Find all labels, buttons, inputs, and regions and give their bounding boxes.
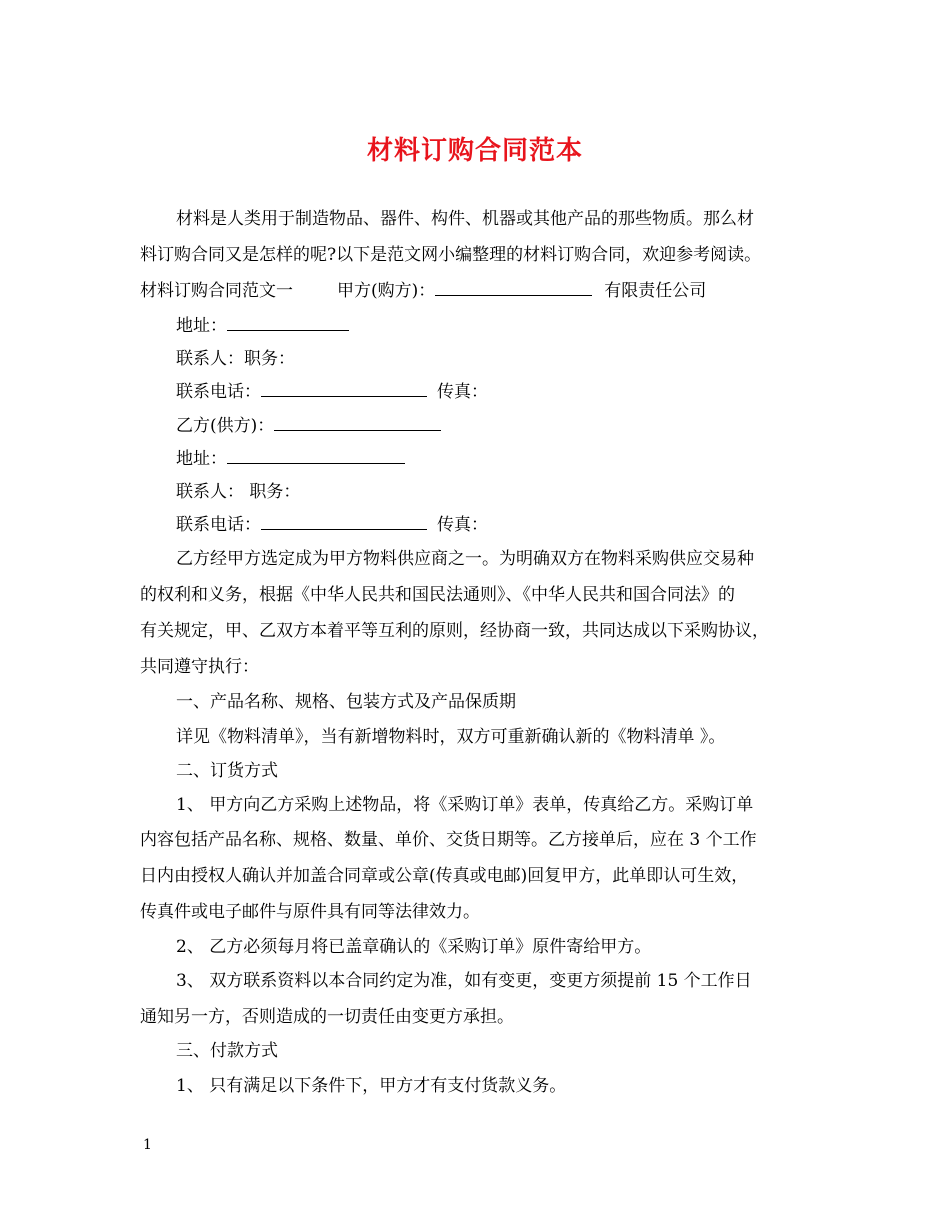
address-a-label: 地址： <box>176 316 227 336</box>
party-b-blank <box>274 415 441 431</box>
paragraph-line: 1、 甲方向乙方采购上述物品，将《采购订单》表单，传真给乙方。采购订单 <box>176 795 754 815</box>
paragraph-line: 有关规定，甲、乙双方本着平等互利的原则，经协商一致，共同达成以下采购协议， <box>140 621 769 641</box>
phone-b-blank <box>261 514 427 530</box>
address-b-line <box>176 448 405 470</box>
paragraph-line: 3、 双方联系资料以本合同约定为准，如有变更，变更方须提前 15 个工作日 <box>176 971 752 991</box>
phone-a-line <box>176 381 488 403</box>
paragraph-line: 的权利和义务，根据《中华人民共和国民法通则》、《中华人民共和国合同法》的 <box>140 585 735 605</box>
paragraph-line: 日内由授权人确认并加盖合同章或公章(传真或电邮)回复甲方，此单即认可生效， <box>140 866 749 886</box>
paragraph-line: 2、 乙方必须每月将已盖章确认的《采购订单》原件寄给甲方。 <box>176 937 652 957</box>
fax-b-label: 传真： <box>437 515 488 535</box>
contact-a-line: 联系人：职务： <box>176 349 295 369</box>
page-number: 1 <box>143 1137 152 1153</box>
phone-b-line <box>176 514 488 536</box>
section-heading: 三、付款方式 <box>176 1041 278 1061</box>
address-a-line <box>176 315 349 337</box>
address-b-label: 地址： <box>176 449 227 469</box>
party-a-label: 甲方(购方)： <box>337 281 436 301</box>
phone-a-blank <box>261 381 427 397</box>
party-a-blank <box>435 280 592 296</box>
paragraph-line: 详见《物料清单》，当有新增物料时，双方可重新确认新的《物料清单 》。 <box>176 727 726 747</box>
phone-a-label: 联系电话： <box>176 382 261 402</box>
party-a-suffix: 有限责任公司 <box>604 281 707 301</box>
contact-b-line: 联系人： 职务： <box>176 482 301 502</box>
paragraph-line: 传真件或电子邮件与原件具有同等法律效力。 <box>140 902 480 922</box>
paragraph-line: 内容包括产品名称、规格、数量、单价、交货日期等。乙方接单后，应在 3 个工作 <box>140 830 757 850</box>
paragraph-line: 乙方经甲方选定成为甲方物料供应商之一。为明确双方在物料采购供应交易种 <box>176 549 754 569</box>
paragraph-line: 1、 只有满足以下条件下，甲方才有支付货款义务。 <box>176 1076 567 1096</box>
paragraph-line: 通知另一方，否则造成的一切责任由变更方承担。 <box>140 1007 514 1027</box>
party-b-line <box>176 415 441 437</box>
section-heading: 一、产品名称、规格、包装方式及产品保质期 <box>176 692 516 712</box>
intro-line: 材料是人类用于制造物品、器件、构件、机器或其他产品的那些物质。那么材 <box>176 209 754 229</box>
paragraph-line: 共同遵守执行： <box>140 657 259 677</box>
intro-line: 料订购合同又是怎样的呢?以下是范文网小编整理的材料订购合同，欢迎参考阅读。 <box>140 245 762 265</box>
party-a-line <box>140 280 706 302</box>
address-b-blank <box>227 448 405 464</box>
address-a-blank <box>227 315 349 331</box>
party-b-label: 乙方(供方)： <box>176 416 275 436</box>
page-title: 材料订购合同范本 <box>366 136 583 166</box>
fax-a-label: 传真： <box>437 382 488 402</box>
sample-title: 材料订购合同范文一 <box>140 281 293 301</box>
phone-b-label: 联系电话： <box>176 515 261 535</box>
section-heading: 二、订货方式 <box>176 761 278 781</box>
